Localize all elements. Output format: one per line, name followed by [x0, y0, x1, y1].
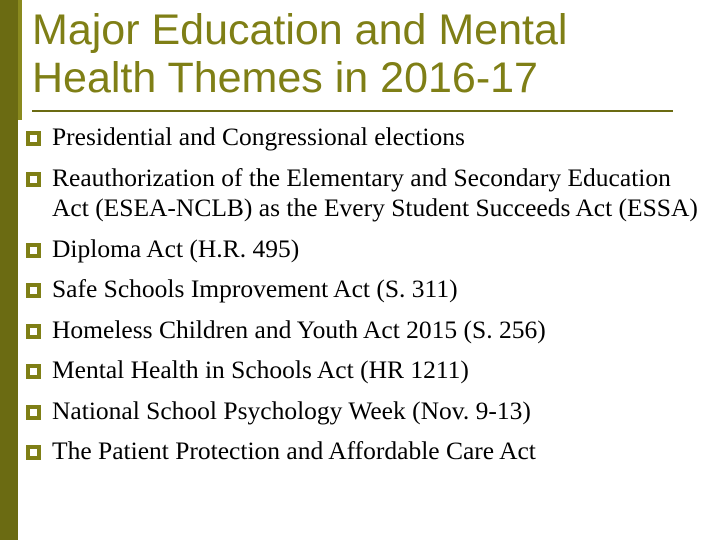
bullet-text: National School Psychology Week (Nov. 9-13)	[52, 395, 531, 425]
title-underline	[32, 110, 673, 112]
bullet-list	[26, 122, 706, 477]
bullet-item	[26, 396, 706, 427]
bullet-item	[26, 274, 706, 305]
square-bullet-icon	[26, 364, 41, 379]
bullet-item	[26, 122, 706, 153]
slide-title	[32, 6, 692, 102]
bullet-text: Homeless Children and Youth Act 2015 (S. 256)	[52, 314, 546, 344]
bullet-item	[26, 315, 706, 346]
bullet-text: Reauthorization of the Elementary and Secondary Education Act (ESEA-NCLB) as the Every Student Succeeds Act (ESSA)	[52, 162, 698, 222]
slide-title-line-1: Major Education and Mental	[32, 6, 568, 54]
bullet-text: The Patient Protection and Affordable Care Act	[52, 436, 536, 465]
bullet-text: Diploma Act (H.R. 495)	[52, 233, 300, 263]
square-bullet-icon	[26, 131, 41, 146]
slide-title-line-2: Health Themes in 2016-17	[32, 54, 538, 102]
square-bullet-icon	[26, 324, 41, 339]
bullet-item	[26, 355, 706, 386]
bullet-text: Mental Health in Schools Act (HR 1211)	[52, 355, 469, 384]
square-bullet-icon	[26, 405, 41, 420]
left-decorative-bar	[0, 0, 18, 540]
square-bullet-icon	[26, 243, 41, 258]
bullet-item	[26, 234, 706, 265]
square-bullet-icon	[26, 445, 41, 460]
left-accent-bar	[18, 0, 22, 120]
bullet-item	[26, 436, 706, 467]
bullet-item	[26, 163, 706, 224]
square-bullet-icon	[26, 172, 41, 187]
bullet-text: Safe Schools Improvement Act (S. 311)	[52, 274, 458, 303]
bullet-text: Presidential and Congressional elections	[52, 122, 465, 151]
square-bullet-icon	[26, 283, 41, 298]
